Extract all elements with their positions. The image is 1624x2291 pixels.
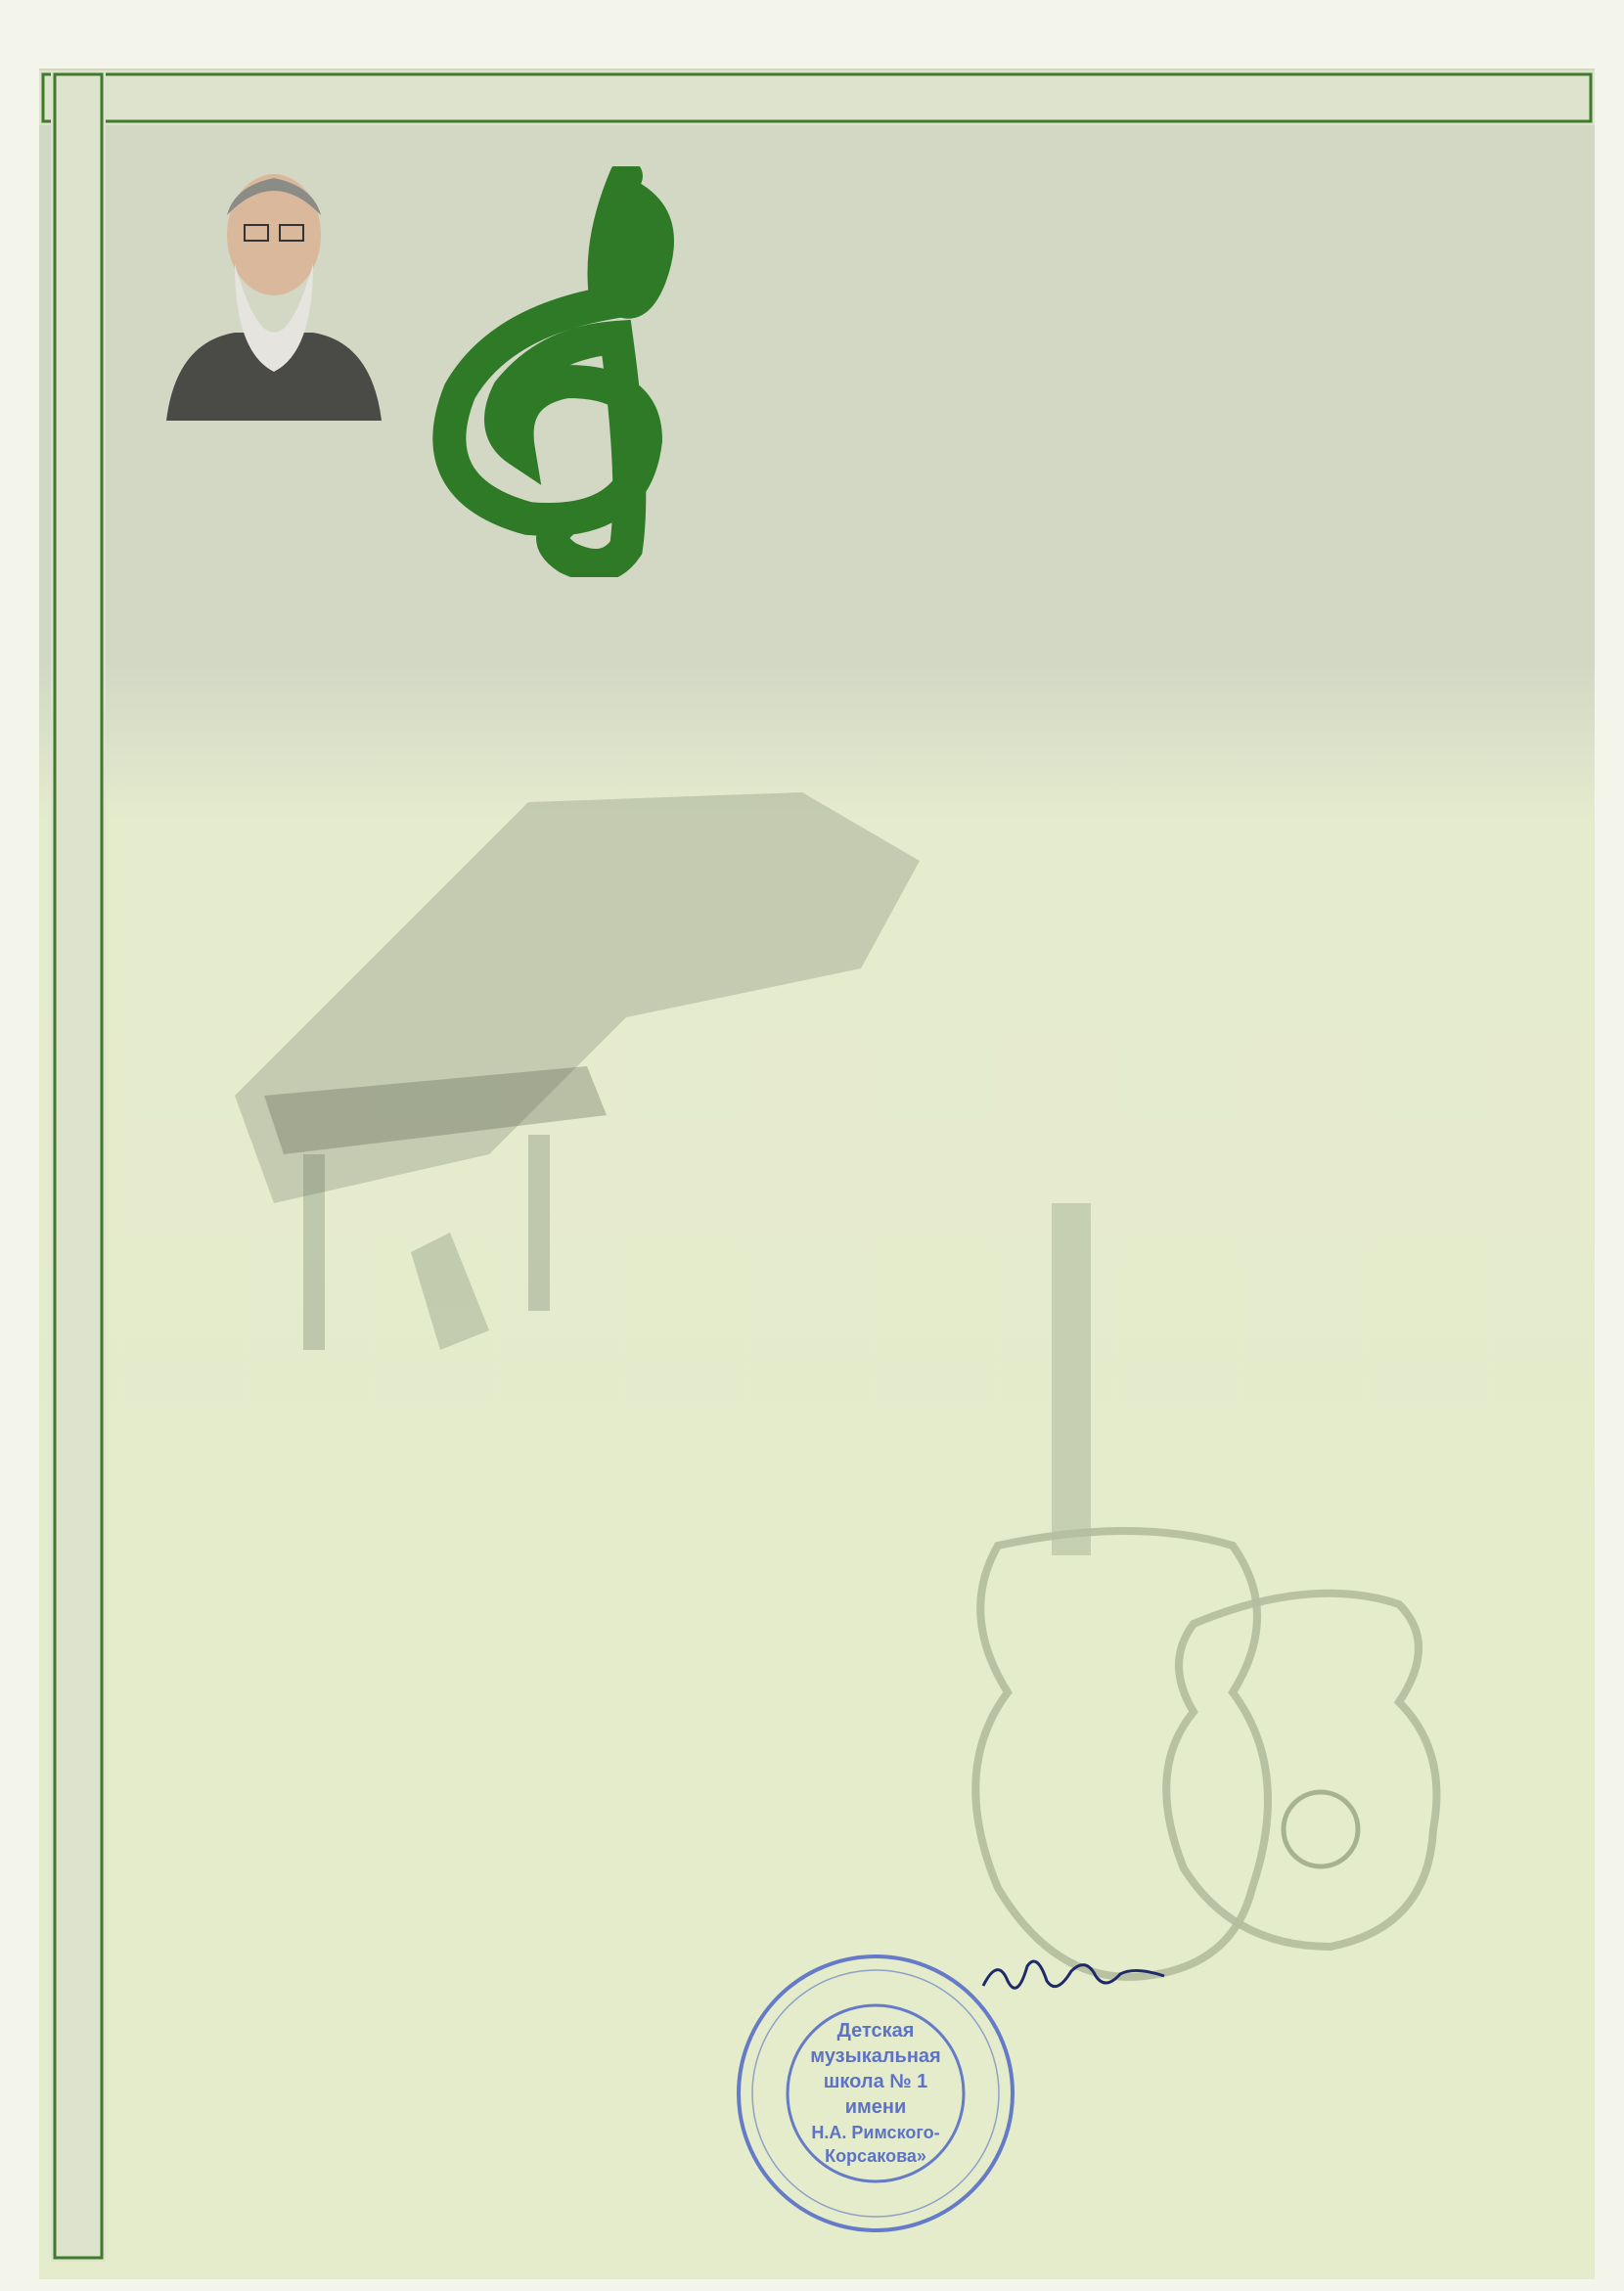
svg-text:Н.А. Римского-: Н.А. Римского- bbox=[811, 2123, 940, 2142]
svg-text:Детская: Детская bbox=[836, 2020, 915, 2042]
piano-watermark bbox=[117, 743, 998, 1379]
violin-watermark bbox=[939, 1203, 1467, 2005]
ornamental-border-left bbox=[51, 70, 106, 2262]
svg-text:музыкальная: музыкальная bbox=[810, 2045, 941, 2067]
official-stamp bbox=[729, 1947, 1022, 2240]
composer-portrait bbox=[166, 147, 382, 421]
svg-text:школа № 1: школа № 1 bbox=[823, 2071, 928, 2092]
treble-clef-logo bbox=[382, 166, 704, 577]
ornamental-border-top bbox=[39, 70, 1595, 125]
svg-text:имени: имени bbox=[844, 2096, 907, 2118]
svg-text:Корсакова»: Корсакова» bbox=[825, 2146, 926, 2166]
